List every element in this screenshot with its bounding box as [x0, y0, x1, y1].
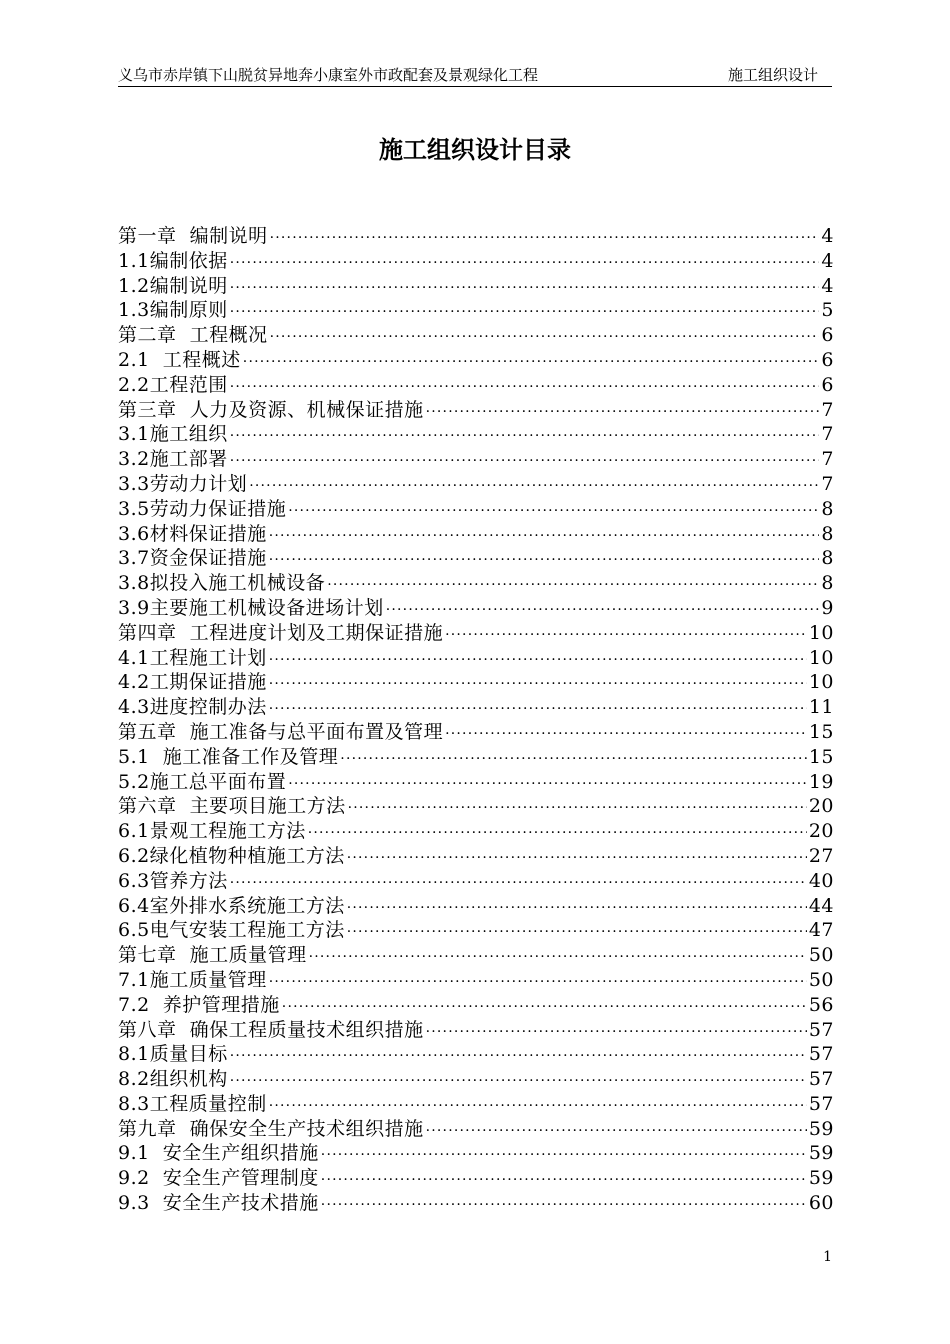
- toc-dot-leader: [445, 623, 807, 648]
- toc-dot-leader: [426, 1020, 807, 1045]
- toc-entry[interactable]: [118, 447, 834, 472]
- toc-entry[interactable]: [118, 571, 834, 596]
- toc-entry[interactable]: [118, 621, 834, 646]
- toc-entry-page: 59: [808, 1167, 834, 1190]
- toc-entry[interactable]: [118, 398, 834, 423]
- toc-entry-label: 6.4室外排水系统施工方法: [118, 894, 345, 917]
- toc-dot-leader: [347, 920, 807, 945]
- toc-entry-page: 20: [808, 820, 834, 843]
- toc-entry[interactable]: [118, 1117, 834, 1142]
- toc-entry-page: 50: [808, 944, 834, 967]
- toc-entry[interactable]: [118, 472, 834, 497]
- toc-entry[interactable]: [118, 745, 834, 770]
- toc-entry-label: 3.9主要施工机械设备进场计划: [118, 596, 384, 619]
- toc-entry-page: 6: [821, 373, 834, 396]
- toc-entry-label: 3.6材料保证措施: [118, 522, 267, 545]
- toc-entry-page: 59: [808, 1142, 834, 1165]
- toc-dot-leader: [288, 499, 819, 524]
- toc-entry[interactable]: [118, 943, 834, 968]
- toc-entry-label: 8.1质量目标: [118, 1043, 228, 1066]
- toc-entry-label: 8.3工程质量控制: [118, 1092, 267, 1115]
- toc-entry-page: 59: [808, 1117, 834, 1140]
- toc-dot-leader: [321, 1143, 807, 1168]
- toc-entry-page: 4: [821, 274, 834, 297]
- toc-entry[interactable]: [118, 770, 834, 795]
- toc-entry-page: 50: [808, 968, 834, 991]
- toc-dot-leader: [243, 350, 820, 375]
- toc-entry-label: 2.2工程范围: [118, 373, 228, 396]
- toc-entry-label: 第六章 主要项目施工方法: [118, 795, 346, 818]
- toc-entry-page: 10: [808, 646, 834, 669]
- toc-dot-leader: [347, 846, 807, 871]
- toc-entry-page: 57: [808, 1043, 834, 1066]
- header-project-name: 义乌市赤岸镇下山脱贫异地奔小康室外市政配套及景观绿化工程: [118, 66, 539, 84]
- toc-entry-label: 4.2工期保证措施: [118, 671, 267, 694]
- toc-entry-label: 2.1 工程概述: [118, 348, 241, 371]
- toc-entry-label: 9.3 安全生产技术措施: [118, 1192, 319, 1215]
- toc-entry-label: 3.1施工组织: [118, 423, 228, 446]
- toc-entry[interactable]: [118, 844, 834, 869]
- toc-entry-page: 57: [808, 1068, 834, 1091]
- toc-entry[interactable]: [118, 993, 834, 1018]
- toc-entry-label: 第三章 人力及资源、机械保证措施: [118, 398, 424, 421]
- toc-dot-leader: [269, 672, 807, 697]
- toc-dot-leader: [230, 1044, 807, 1069]
- toc-entry-page: 6: [821, 324, 834, 347]
- toc-dot-leader: [230, 424, 820, 449]
- toc-entry[interactable]: [118, 497, 834, 522]
- toc-entry-label: 第七章 施工质量管理: [118, 944, 307, 967]
- toc-entry[interactable]: [118, 323, 834, 348]
- toc-dot-leader: [230, 871, 807, 896]
- toc-entry-label: 第二章 工程概况: [118, 324, 268, 347]
- toc-entry[interactable]: [118, 819, 834, 844]
- table-of-contents: [118, 224, 834, 1216]
- toc-dot-leader: [340, 747, 807, 772]
- toc-entry-label: 1.2编制说明: [118, 274, 228, 297]
- toc-entry-page: 57: [808, 1018, 834, 1041]
- toc-dot-leader: [230, 276, 820, 301]
- toc-entry-page: 4: [821, 249, 834, 272]
- toc-entry-page: 7: [821, 472, 834, 495]
- toc-entry[interactable]: [118, 794, 834, 819]
- toc-entry-label: 第九章 确保安全生产技术组织措施: [118, 1117, 424, 1140]
- toc-entry-page: 10: [808, 621, 834, 644]
- page-number: 1: [823, 1249, 832, 1265]
- toc-entry-label: 3.2施工部署: [118, 448, 228, 471]
- toc-entry-page: 10: [808, 671, 834, 694]
- toc-entry-page: 44: [808, 894, 834, 917]
- toc-dot-leader: [321, 1193, 807, 1218]
- toc-entry-page: 15: [808, 720, 834, 743]
- toc-dot-leader: [426, 400, 820, 425]
- toc-entry[interactable]: [118, 546, 834, 571]
- toc-dot-leader: [426, 1119, 807, 1144]
- toc-entry-label: 3.3劳动力计划: [118, 472, 248, 495]
- toc-entry-label: 9.1 安全生产组织措施: [118, 1142, 319, 1165]
- toc-entry[interactable]: [118, 646, 834, 671]
- toc-entry-page: 9: [821, 596, 834, 619]
- toc-entry[interactable]: [118, 1166, 834, 1191]
- toc-entry-page: 40: [808, 869, 834, 892]
- toc-entry-label: 9.2 安全生产管理制度: [118, 1167, 319, 1190]
- toc-entry[interactable]: [118, 348, 834, 373]
- toc-dot-leader: [327, 573, 819, 598]
- toc-entry-page: 8: [821, 547, 834, 570]
- toc-entry[interactable]: [118, 1018, 834, 1043]
- toc-entry-label: 第四章 工程进度计划及工期保证措施: [118, 621, 444, 644]
- toc-entry-label: 5.1 施工准备工作及管理: [118, 745, 339, 768]
- toc-entry-page: 15: [808, 745, 834, 768]
- toc-dot-leader: [269, 648, 807, 673]
- toc-entry[interactable]: [118, 249, 834, 274]
- toc-entry-label: 6.1景观工程施工方法: [118, 820, 306, 843]
- toc-entry-label: 1.3编制原则: [118, 299, 228, 322]
- toc-dot-leader: [308, 821, 807, 846]
- toc-entry-label: 7.2 养护管理措施: [118, 993, 280, 1016]
- toc-dot-leader: [269, 524, 820, 549]
- toc-entry[interactable]: [118, 1092, 834, 1117]
- toc-entry-label: 5.2施工总平面布置: [118, 770, 287, 793]
- toc-entry[interactable]: [118, 224, 834, 249]
- toc-entry-label: 3.5劳动力保证措施: [118, 497, 287, 520]
- toc-entry-label: 6.5电气安装工程施工方法: [118, 919, 345, 942]
- toc-entry-page: 7: [821, 423, 834, 446]
- toc-entry[interactable]: [118, 894, 834, 919]
- toc-entry[interactable]: [118, 1141, 834, 1166]
- toc-entry[interactable]: [118, 968, 834, 993]
- toc-dot-leader: [321, 1168, 807, 1193]
- toc-dot-leader: [288, 772, 807, 797]
- toc-entry[interactable]: [118, 422, 834, 447]
- toc-entry-page: 6: [821, 348, 834, 371]
- toc-entry-page: 57: [808, 1092, 834, 1115]
- toc-dot-leader: [269, 1094, 807, 1119]
- toc-entry-page: 20: [808, 795, 834, 818]
- toc-dot-leader: [309, 945, 807, 970]
- toc-entry-label: 8.2组织机构: [118, 1068, 228, 1091]
- toc-dot-leader: [230, 251, 820, 276]
- toc-entry-label: 7.1施工质量管理: [118, 968, 267, 991]
- toc-dot-leader: [270, 325, 820, 350]
- toc-dot-leader: [269, 970, 807, 995]
- toc-entry-page: 4: [821, 225, 834, 247]
- toc-dot-leader: [230, 1069, 807, 1094]
- toc-dot-leader: [348, 796, 807, 821]
- toc-entry[interactable]: [118, 869, 834, 894]
- toc-entry-page: 8: [821, 497, 834, 520]
- toc-entry-page: 8: [821, 572, 834, 595]
- toc-entry[interactable]: [118, 596, 834, 621]
- toc-entry[interactable]: [118, 695, 834, 720]
- toc-entry-label: 第五章 施工准备与总平面布置及管理: [118, 720, 444, 743]
- toc-entry-label: 3.8拟投入施工机械设备: [118, 572, 326, 595]
- toc-entry[interactable]: [118, 522, 834, 547]
- header-section-name: 施工组织设计: [727, 66, 818, 84]
- toc-entry-label: 4.1工程施工计划: [118, 646, 267, 669]
- toc-entry[interactable]: [118, 1067, 834, 1092]
- toc-entry[interactable]: [118, 1042, 834, 1067]
- page-header: [118, 64, 832, 87]
- toc-entry-label: 第八章 确保工程质量技术组织措施: [118, 1018, 424, 1041]
- toc-entry-page: 7: [821, 398, 834, 421]
- toc-entry-label: 6.3管养方法: [118, 869, 228, 892]
- toc-entry-label: 4.3进度控制办法: [118, 696, 267, 719]
- toc-entry[interactable]: [118, 373, 834, 398]
- toc-entry-label: 6.2绿化植物种植施工方法: [118, 844, 345, 867]
- toc-dot-leader: [269, 548, 820, 573]
- toc-dot-leader: [347, 896, 807, 921]
- toc-entry[interactable]: [118, 298, 834, 323]
- toc-entry-page: 7: [821, 448, 834, 471]
- toc-entry-page: 19: [808, 770, 834, 793]
- toc-entry[interactable]: [118, 720, 834, 745]
- toc-entry[interactable]: [118, 670, 834, 695]
- toc-entry-label: 第一章 编制说明: [118, 225, 268, 247]
- toc-entry-label: 1.1编制依据: [118, 249, 228, 272]
- toc-entry-page: 27: [808, 844, 834, 867]
- toc-dot-leader: [249, 474, 819, 499]
- toc-entry-label: 3.7资金保证措施: [118, 547, 267, 570]
- toc-entry-page: 8: [821, 522, 834, 545]
- document-title: 施工组织设计目录: [379, 135, 571, 164]
- toc-entry-page: 56: [808, 993, 834, 1016]
- toc-dot-leader: [386, 598, 820, 623]
- toc-entry-page: 11: [808, 696, 834, 719]
- toc-entry-page: 47: [808, 919, 834, 942]
- toc-dot-leader: [230, 375, 820, 400]
- toc-dot-leader: [445, 722, 807, 747]
- toc-dot-leader: [270, 226, 820, 251]
- toc-entry-page: 60: [808, 1192, 834, 1215]
- toc-entry[interactable]: [118, 918, 834, 943]
- toc-dot-leader: [230, 300, 820, 325]
- toc-dot-leader: [269, 697, 807, 722]
- toc-entry-page: 5: [821, 299, 834, 322]
- toc-entry[interactable]: [118, 274, 834, 299]
- toc-dot-leader: [230, 449, 820, 474]
- toc-dot-leader: [282, 995, 807, 1020]
- toc-entry[interactable]: [118, 1191, 834, 1216]
